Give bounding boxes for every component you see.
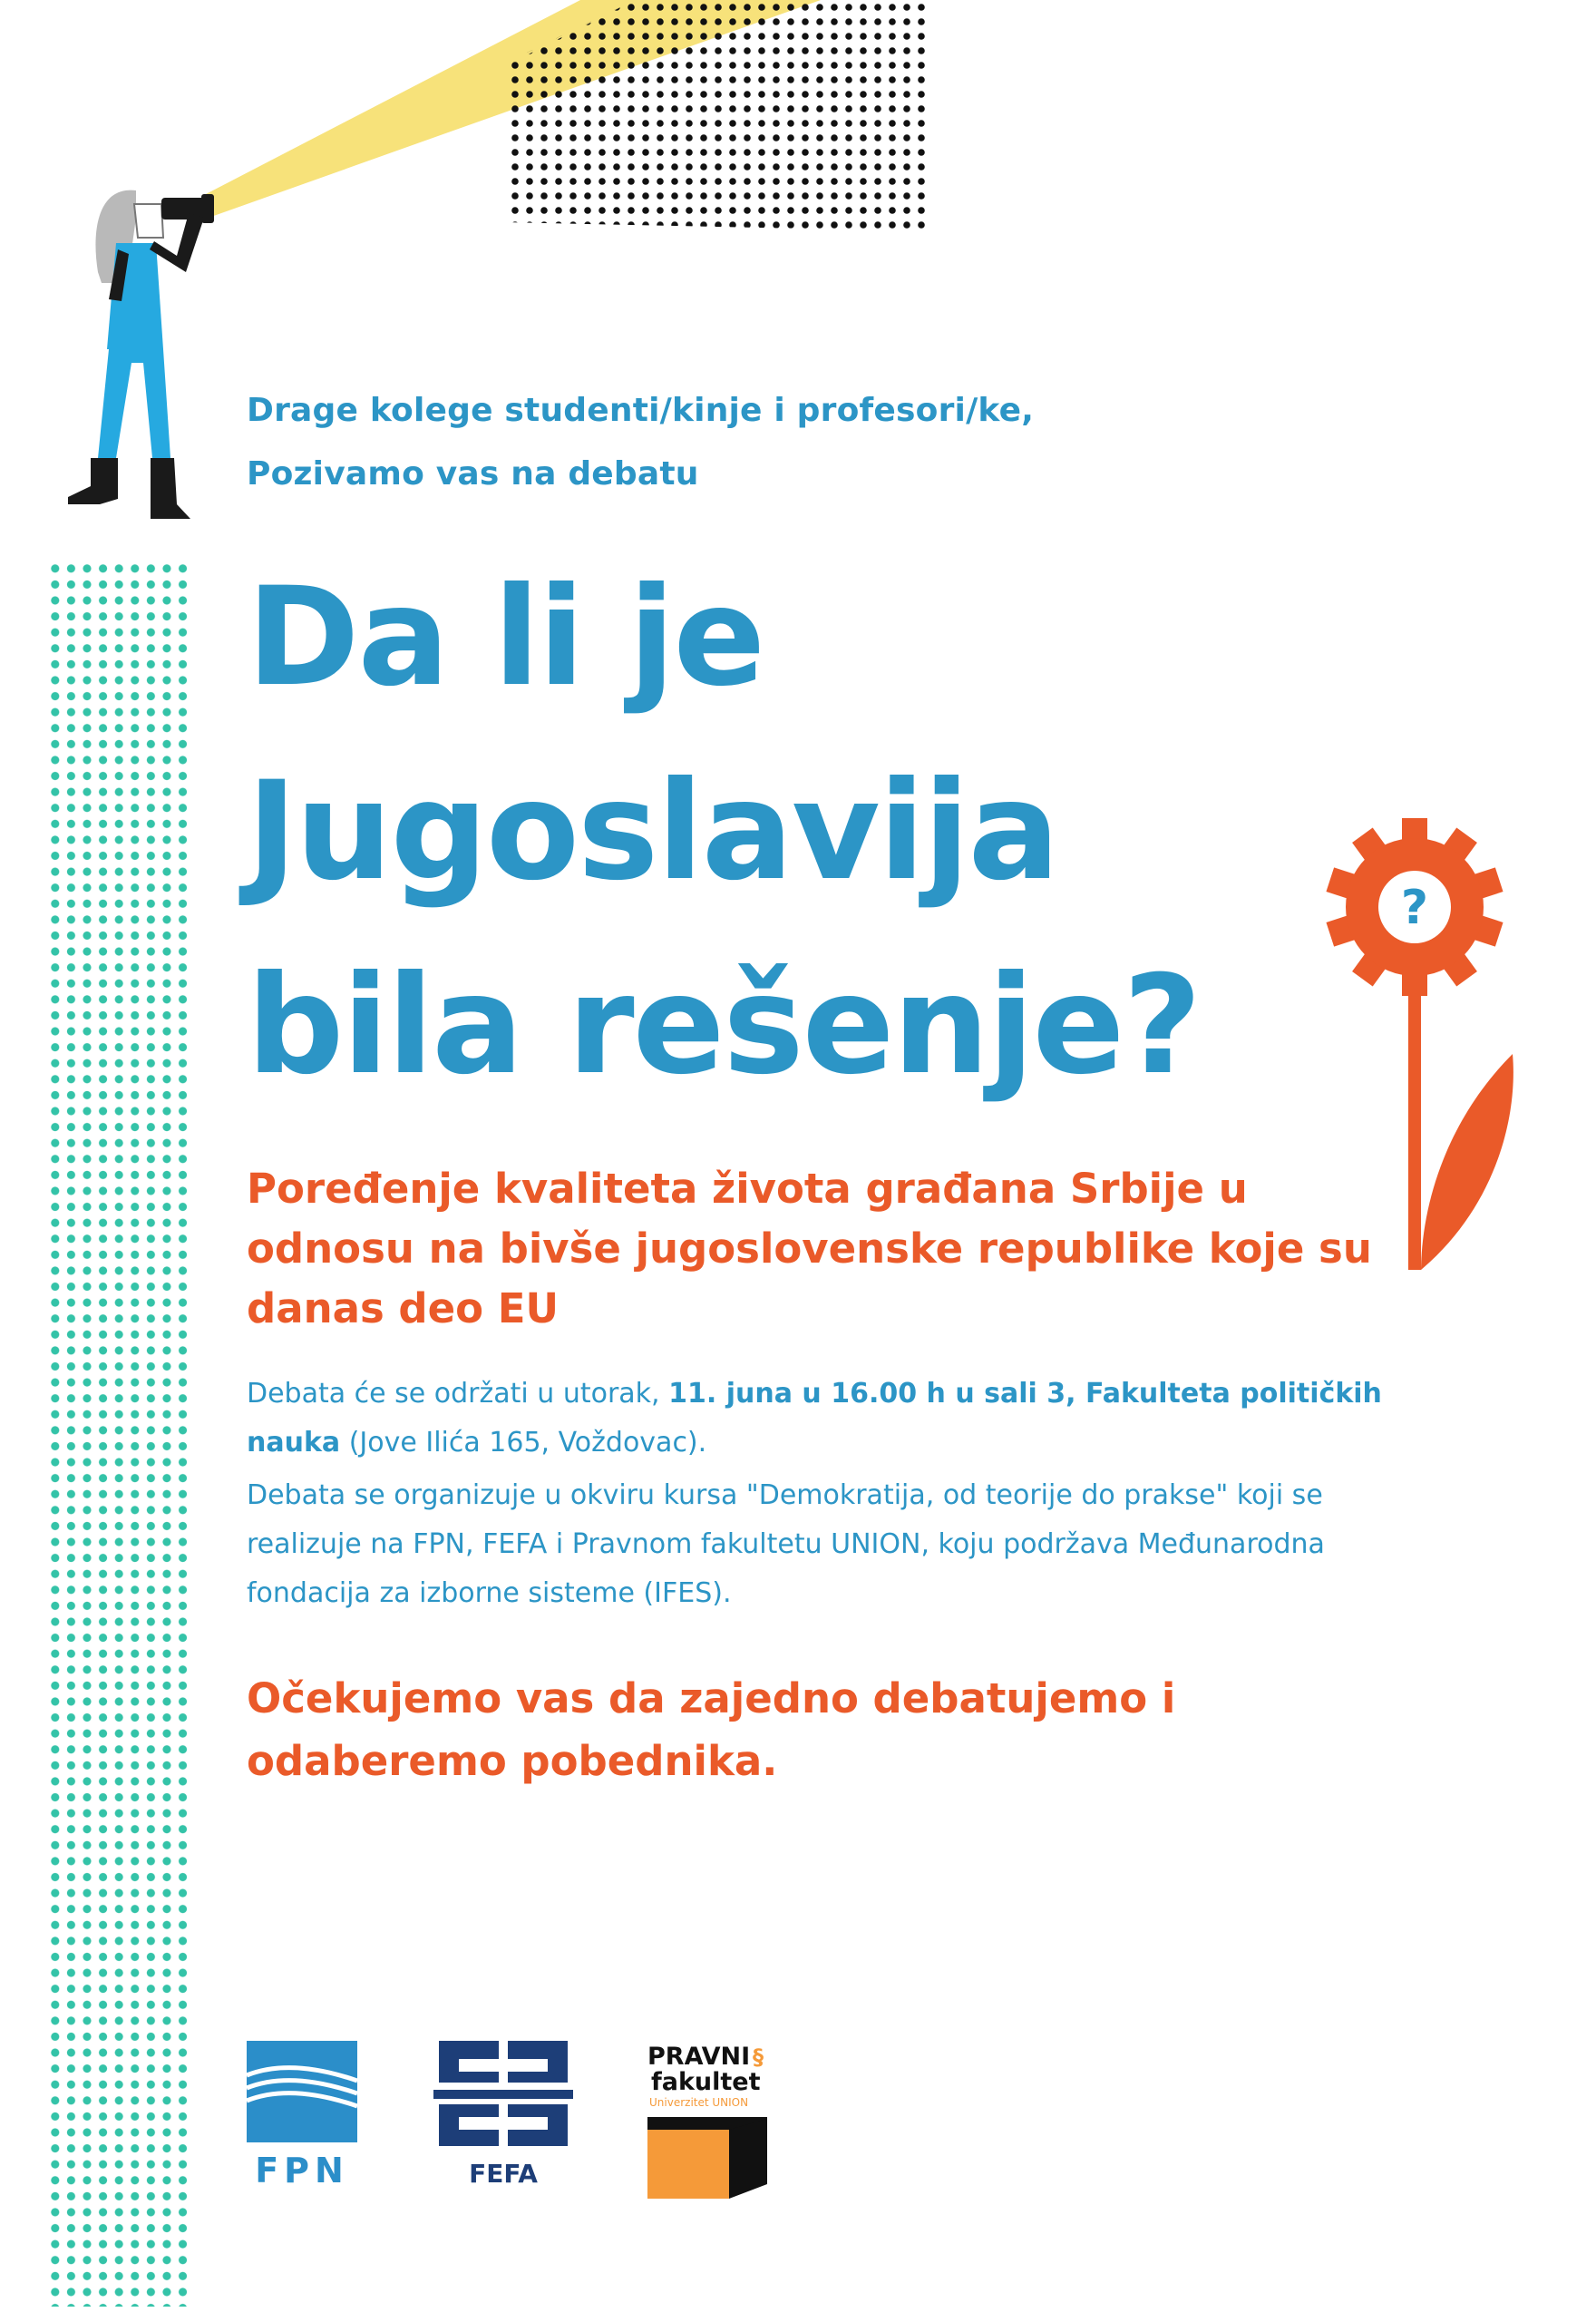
event-address: (Jove Ilića 165, Voždovac). bbox=[340, 1427, 707, 1459]
pravni-fakultet-logo bbox=[646, 2039, 769, 2200]
fefa-logo bbox=[433, 2035, 573, 2190]
pravni-logo-line1: PRAVNI bbox=[647, 2043, 751, 2071]
title-line-2: Jugoslavija bbox=[247, 753, 1058, 911]
question-mark: ? bbox=[1400, 881, 1429, 935]
subtitle: Poređenje kvaliteta života građana Srbije u odnosu na bivše jugoslovenske republike koje su danas deo EU bbox=[247, 1165, 1372, 1332]
fpn-logo bbox=[247, 2041, 357, 2186]
greeting-line: Drage kolege studenti/kinje i profesori/ke, bbox=[247, 392, 1035, 429]
title-line-1: Da li je bbox=[247, 559, 764, 717]
closing-message: Očekujemo vas da zajedno debatujemo i odaberemo pobednika. bbox=[247, 1674, 1176, 1785]
fefa-logo-text: FEFA bbox=[469, 2159, 538, 2189]
pravni-logo-mark: § bbox=[753, 2044, 764, 2070]
invitation-line: Pozivamo vas na debatu bbox=[247, 455, 699, 493]
event-details-intro: Debata će se održati u utorak, bbox=[247, 1378, 669, 1410]
course-info: Debata se organizuje u okviru kursa "Demokratija, od teorije do prakse" koji se realizuje na FPN, FEFA i Pravnom fakultetu UNION, koju podržava Međunarodna fondacija za izborne sisteme (IFES). bbox=[247, 1479, 1325, 1609]
dotted-pattern-column bbox=[47, 561, 190, 2307]
title-line-3: bila rešenje? bbox=[247, 947, 1201, 1105]
fpn-logo-text: FPN bbox=[255, 2151, 349, 2186]
event-details bbox=[247, 1370, 1389, 1468]
event-date-location: 11. juna u 16.00 h u sali 3, Fakulteta političkih nauka bbox=[247, 1378, 1382, 1459]
pravni-logo-line3: Univerzitet UNION bbox=[649, 2096, 749, 2109]
pravni-logo-line2: fakultet bbox=[651, 2068, 761, 2096]
